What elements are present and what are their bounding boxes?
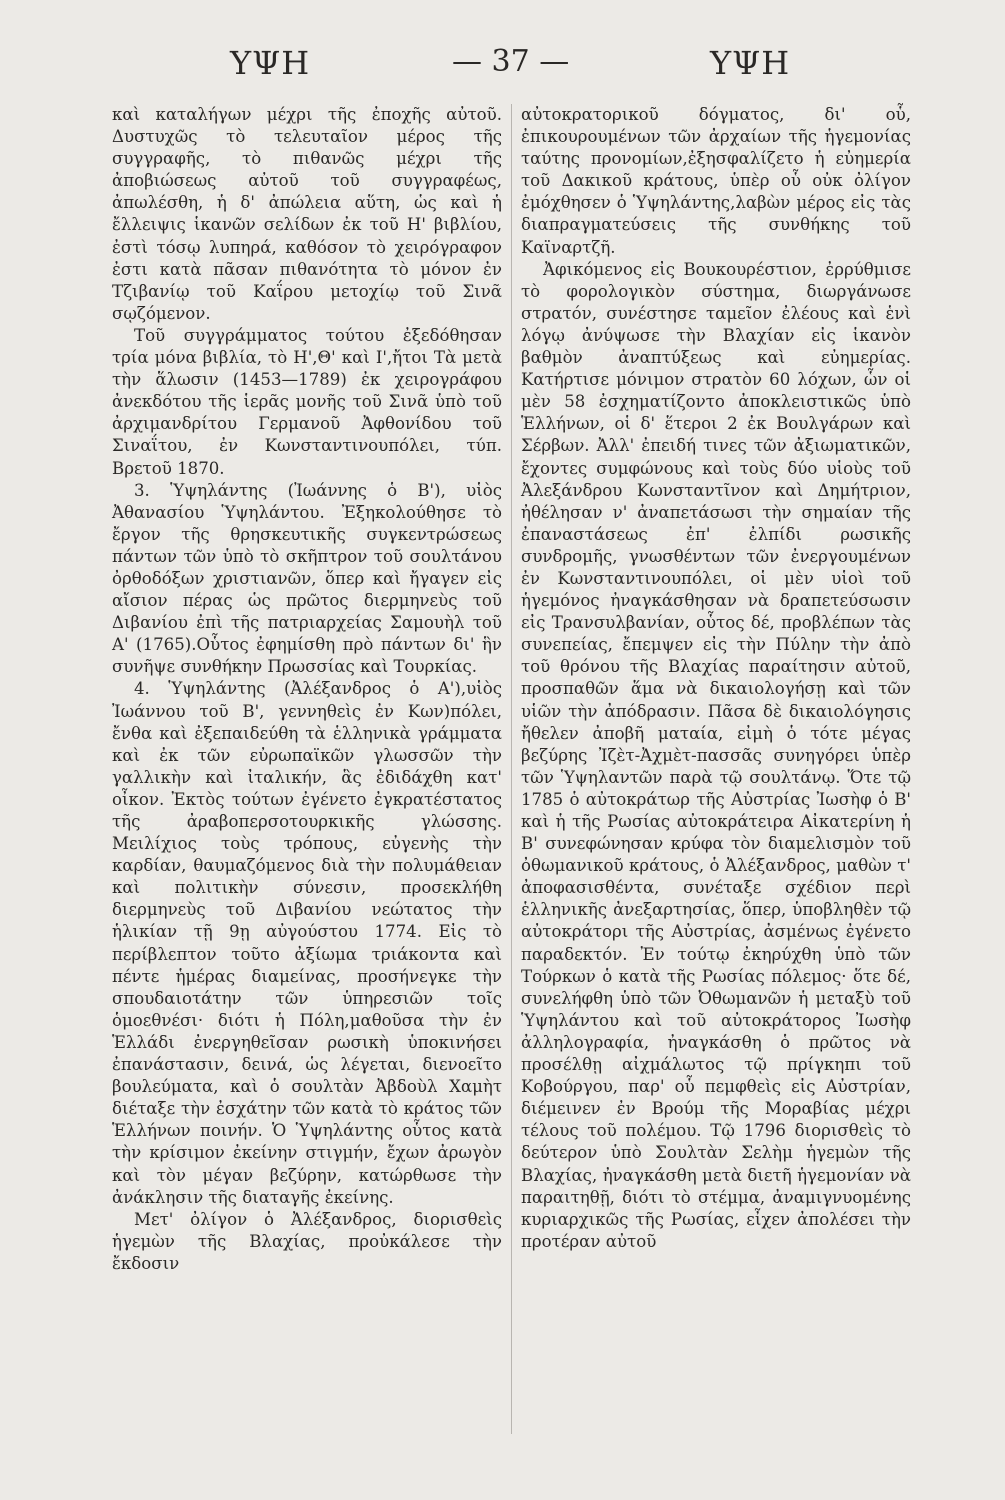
paragraph: 4. Ὑψηλάντης (Ἀλέξανδρος ὁ Α'),υἱὸς Ἰωάννου τοῦ Β', γεννηθεὶς ἐν Κων)πόλει, ἔνθα καὶ ἐξεπαιδεύθη τὰ ἑλληνικὰ γράμματα καὶ ἐκ τῶν εὐρωπαϊκῶν γλωσσῶν τὴν γαλλικὴν καὶ ἰταλικήν, ἃς ἐδιδάχθη κατ' οἶκον. Ἐκτὸς τούτων ἐγένετο ἐγκρατέστατος τῆς ἀραβοπερσοτουρκικῆς γλώσσης. Μειλίχιος τοὺς τρόπους, εὐγενὴς τὴν καρδίαν, θαυμαζόμενος διὰ τὴν πολυμάθειαν καὶ πολιτικὴν σύνεσιν, προσεκλήθη διερμηνεὺς τοῦ Διβανίου νεώτατος τὴν ἡλικίαν τῇ 9ῃ αὐγούστου 1774. Εἰς τὸ περίβλεπτον τοῦτο ἀξίωμα τριάκοντα καὶ πέντε ἡμέρας διαμείνας, προσήνεγκε τὴν σπουδαιοτάτην τῶν ὑπηρεσιῶν τοῖς ὁμοεθνέσι· διότι ἡ Πόλη,μαθοῦσα τὴν ἐν Ἑλλάδι ἐνεργηθεῖσαν ρωσικὴ ὑποκινήσει ἐπανάστασιν, δεινά, ὡς λέγεται, διενοεῖτο βουλεύματα, καὶ ὁ σουλτὰν Ἀβδοὺλ Χαμὴτ διέταξε τὴν ἐσχάτην τῶν κατὰ τὸ κράτος τῶν Ἑλλήνων ποινήν. Ὁ Ὑψηλάντης οὗτος κατὰ τὴν κρίσιμον ἐκείνην στιγμήν, ἔχων ἀρωγὸν καὶ τὸν μέγαν βεζύρην, κατώρθωσε τὴν ἀνάκλησιν τῆς διαταγῆς ἐκείνης. (112, 679, 502, 1207)
paragraph: αὐτοκρατορικοῦ δόγματος, δι' οὗ, ἐπικουρουμένων τῶν ἀρχαίων τῆς ἡγεμονίας ταύτης προνομίων,ἐξησφαλίζετο ἡ εὐημερία τοῦ Δακικοῦ κράτους, ὑπὲρ οὗ οὐκ ὀλίγον ἐμόχθησεν ὁ Ὑψηλάντης,λαβὼν μέρος εἰς τὰς διαπραγματεύσεις τῆς συνθήκης τοῦ Καϊναρτζῆ. (521, 105, 911, 257)
paragraph: 3. Ὑψηλάντης (Ἰωάννης ὁ Β'), υἱὸς Ἀθανασίου Ὑψηλάντου. Ἐξηκολούθησε τὸ ἔργον τῆς θρησκευτικῆς συγκεντρώσεως πάντων τῶν ὑπὸ τὸ σκῆπτρον τοῦ σουλτάνου ὀρθοδόξων χριστιανῶν, ὅπερ καὶ ἤγαγεν εἰς αἴσιον πέρας ὡς πρῶτος διερμηνεὺς τοῦ Διβανίου ἐπὶ τῆς πατριαρχείας Σαμουὴλ τοῦ Α' (1765).Οὗτος ἐφημίσθη πρὸ πάντων δι' ἣν συνῆψε συνθήκην Πρωσσίας καὶ Τουρκίας. (112, 480, 502, 677)
paragraph: καὶ καταλήγων μέχρι τῆς ἐποχῆς αὐτοῦ. Δυστυχῶς τὸ τελευταῖον μέρος τῆς συγγραφῆς, τὸ πιθανῶς μέχρι τῆς ἀποβιώσεως αὐτοῦ τοῦ συγγραφέως, ἀπωλέσθη, ἡ δ' ἀπώλεια αὕτη, ὡς καὶ ἡ ἔλλειψις ἱκανῶν σελίδων ἐκ τοῦ Η' βιβλίου, ἐστὶ τόσῳ λυπηρά, καθόσον τὸ χειρόγραφον ἐστι κατὰ πᾶσαν πιθανότητα τὸ μόνον ἐν Τζιβανίῳ τοῦ Καΐρου μετοχίῳ τοῦ Σινᾶ σῳζόμενον. (112, 105, 502, 323)
right-text-column (521, 104, 911, 1253)
running-header (0, 44, 1005, 92)
header-left-title: ΥΨΗ (230, 44, 311, 82)
column-divider (511, 104, 512, 1434)
paragraph: Ἀφικόμενος εἰς Βουκουρέστιον, ἐρρύθμισε τὸ φορολογικὸν σύστημα, διωργάνωσε στρατόν, συνέστησε ταμεῖον ἐλέους καὶ ἑνὶ λόγῳ ἀνύψωσε τὴν Βλαχίαν εἰς ἱκανὸν βαθμὸν ἀναπτύξεως καὶ εὐημερίας. Κατήρτισε μόνιμον στρατὸν 60 λόχων, ὧν οἱ μὲν 58 ἐσχηματίζοντο ἀποκλειστικῶς ὑπὸ Ἑλλήνων, οἱ δ' ἕτεροι 2 ἐκ Βουλγάρων καὶ Σέρβων. Ἀλλ' ἐπειδή τινες τῶν ἀξιωματικῶν, ἔχοντες συμφώνους καὶ τοὺς δύο υἱοὺς τοῦ Ἀλεξάνδρου Κωνσταντῖνον καὶ Δημήτριον, ἠθέλησαν ν' ἀναπετάσωσι τὴν σημαίαν τῆς ἐπαναστάσεως ἐπ' ἐλπίδι ρωσικῆς συνδρομῆς, γνωσθέντων τῶν ἐνεργουμένων ἐν Κωνσταντινουπόλει, οἱ μὲν υἱοὶ τοῦ ἡγεμόνος ἠναγκάσθησαν νὰ δραπετεύσωσιν εἰς Τρανσυλβανίαν, οὗτος δέ, προβλέπων τὰς συνεπείας, ἔπεμψεν εἰς τὴν Πύλην τὴν ἀπὸ τοῦ θρόνου τῆς Βλαχίας παραίτησιν αὐτοῦ, προσπαθῶν ἅμα νὰ δικαιολογήσῃ καὶ τῶν υἱῶν τὴν ἀπόδρασιν. Πᾶσα δὲ δικαιολόγησις ἤθελεν ἀποβῆ ματαία, εἰμὴ ὁ τότε μέγας βεζύρης Ἰζὲτ-Ἀχμὲτ-πασσᾶς συνηγόρει ὑπὲρ τῶν Ὑψηλαντῶν παρὰ τῷ σουλτάνῳ. Ὅτε τῷ 1785 ὁ αὐτοκράτωρ τῆς Αὐστρίας Ἰωσὴφ ὁ Β' καὶ ἡ τῆς Ρωσίας αὐτοκράτειρα Αἰκατερίνη ἡ Β' συνεφώνησαν κρύφα τὸν διαμελισμὸν τοῦ ὀθωμανικοῦ κράτους, ὁ Ἀλέξανδρος, μαθὼν τ' ἀποφασισθέντα, συνέταξε σχέδιον περὶ ἑλληνικῆς ἀνεξαρτησίας, ὅπερ, ὑποβληθὲν τῷ αὐτοκράτορι τῆς Αὐστρίας, ἀσμένως ἐγένετο παραδεκτόν. Ἐν τούτῳ ἐκηρύχθη ὑπὸ τῶν Τούρκων ὁ κατὰ τῆς Ρωσίας πόλεμος· ὅτε δέ, συνελήφθη ὑπὸ τῶν Ὀθωμανῶν ἡ μεταξὺ τοῦ Ὑψηλάντου καὶ τοῦ αὐτοκράτορος Ἰωσὴφ ἀλληλογραφία, ἠναγκάσθη ὁ πρῶτος νὰ προσέλθῃ αἰχμάλωτος τῷ πρίγκηπι τοῦ Κοβούργου, παρ' οὗ πεμφθεὶς εἰς Αὐστρίαν, διέμεινεν ἐν Βρούμ τῆς Μοραβίας μέχρι τέλους τοῦ πολέμου. Τῷ 1796 διορισθεὶς τὸ δεύτερον ὑπὸ Σουλτὰν Σελὴμ ἡγεμὼν τῆς Βλαχίας, ἠναγκάσθη μετὰ διετῆ ἡγεμονίαν νὰ παραιτηθῇ, διότι τὸ στέμμα, ἀναμιγνυομένης κυριαρχικῶς τῆς Ρωσίας, εἶχεν ἀπολέσει τὴν προτέραν αὐτοῦ (521, 259, 911, 1251)
paragraph: Μετ' ὀλίγον ὁ Ἀλέξανδρος, διορισθεὶς ἡγεμὼν τῆς Βλαχίας, προὐκάλεσε τὴν ἔκδοσιν (112, 1209, 502, 1273)
paragraph: Τοῦ συγγράμματος τούτου ἐξεδόθησαν τρία μόνα βιβλία, τὸ Η',Θ' καὶ Ι',ἤτοι Τὰ μετὰ τὴν ἅλωσιν (1453—1789) ἐκ χειρογράφου ἀνεκδότου τῆς ἱερᾶς μονῆς τοῦ Σινᾶ ὑπὸ τοῦ ἀρχιμανδρίτου Γερμανοῦ Ἀφθονίδου τοῦ Σιναΐτου, ἐν Κωνσταντινουπόλει, τύπ. Βρετοῦ 1870. (112, 325, 502, 478)
left-text-column (112, 104, 502, 1275)
header-right-title: ΥΨΗ (710, 44, 791, 82)
page-number: — 37 — (452, 44, 570, 79)
